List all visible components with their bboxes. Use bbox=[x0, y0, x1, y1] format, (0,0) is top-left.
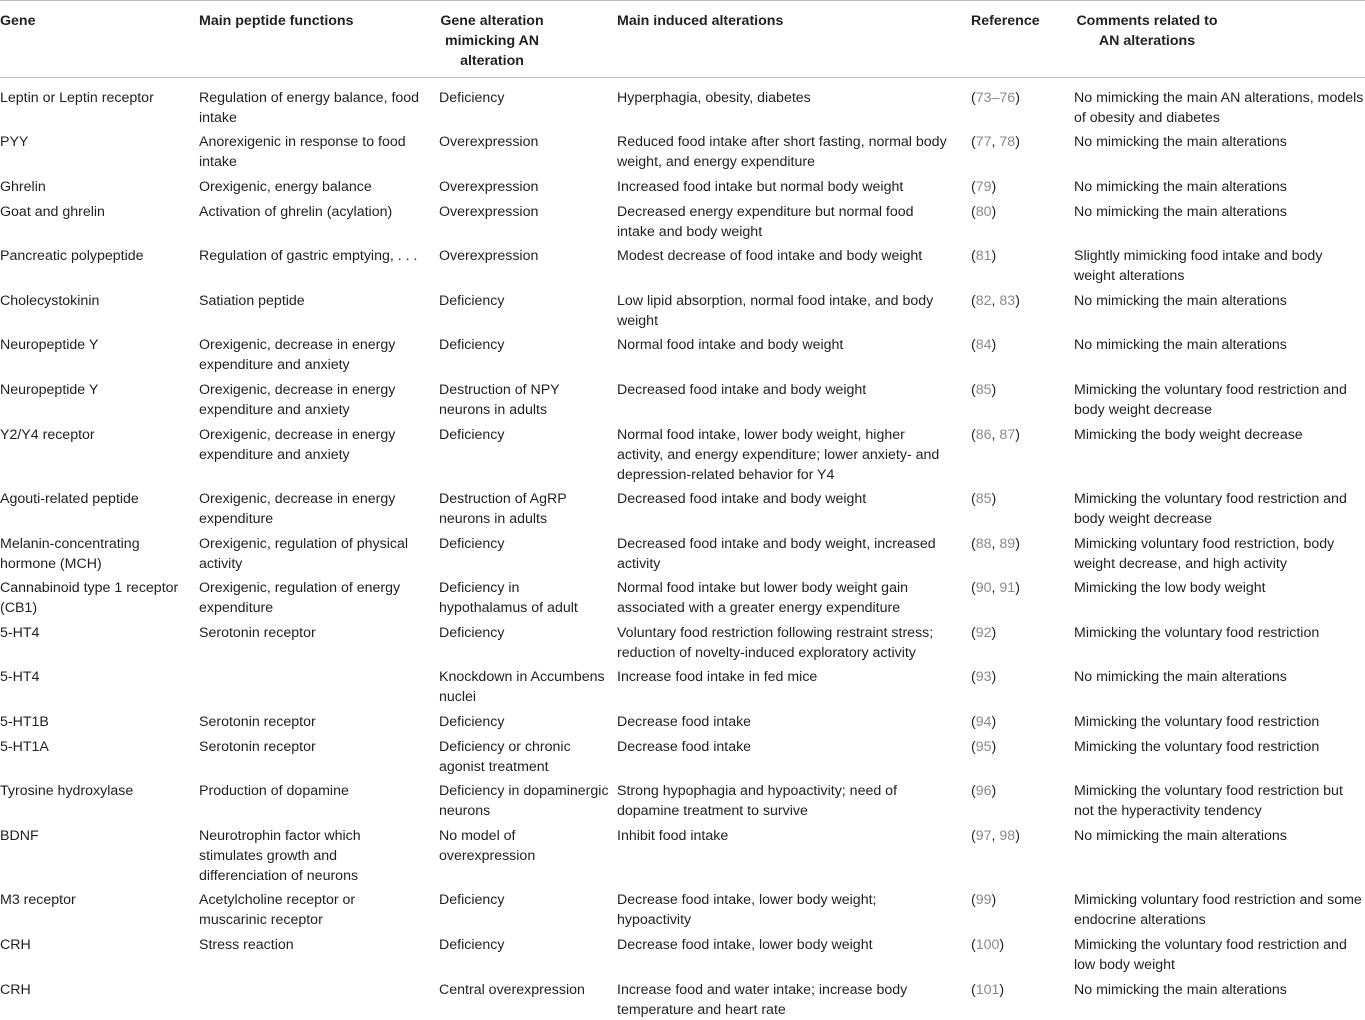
reference-link[interactable]: 77 bbox=[975, 134, 992, 150]
cell-comments: No mimicking the main alterations bbox=[1074, 337, 1287, 353]
reference-link[interactable]: 87 bbox=[999, 427, 1016, 443]
reference-link[interactable]: 96 bbox=[975, 783, 992, 799]
cell-gene: M3 receptor bbox=[0, 892, 76, 908]
cell-comments: Mimicking the voluntary food restriction and body weight decrease bbox=[1074, 491, 1347, 527]
cell-gene: Ghrelin bbox=[0, 179, 46, 195]
cell-induced: Increase food intake in fed mice bbox=[617, 669, 818, 685]
cell-comments: Mimicking the body weight decrease bbox=[1074, 427, 1303, 443]
cell-functions: Stress reaction bbox=[199, 937, 294, 953]
cell-induced: Decreased food intake and body weight, increased activity bbox=[617, 536, 936, 572]
header-gene: Gene bbox=[0, 13, 36, 29]
cell-comments: Mimicking the low body weight bbox=[1074, 580, 1266, 596]
cell-induced: Decrease food intake bbox=[617, 714, 752, 730]
reference-link[interactable]: 80 bbox=[975, 204, 992, 220]
cell-gene: Neuropeptide Y bbox=[0, 337, 99, 353]
cell-reference: (86, 87) bbox=[971, 427, 1020, 443]
cell-gene: Neuropeptide Y bbox=[0, 382, 99, 398]
reference-link[interactable]: 98 bbox=[999, 828, 1016, 844]
cell-reference: (92) bbox=[971, 625, 997, 641]
reference-link[interactable]: 94 bbox=[975, 714, 992, 730]
cell-alteration: Deficiency bbox=[439, 337, 505, 353]
cell-gene: Pancreatic polypeptide bbox=[0, 248, 144, 264]
reference-link[interactable]: 73–76 bbox=[975, 90, 1016, 106]
reference-link[interactable]: 101 bbox=[975, 982, 1000, 998]
reference-link[interactable]: 95 bbox=[975, 739, 992, 755]
cell-reference: (94) bbox=[971, 714, 997, 730]
header-gene-alteration: Gene alteration mimicking AN alteration bbox=[440, 13, 544, 69]
cell-induced: Normal food intake, lower body weight, higher activity, and energy expenditure; lower anxiety- and depression-related behavior for Y4 bbox=[617, 427, 940, 483]
cell-gene: 5-HT1A bbox=[0, 739, 49, 755]
cell-induced: Voluntary food restriction following restraint stress; reduction of novelty-induced exploratory activity bbox=[617, 625, 934, 661]
cell-functions: Orexigenic, decrease in energy expenditure bbox=[199, 491, 396, 527]
cell-reference: (101) bbox=[971, 982, 1005, 998]
cell-functions: Orexigenic, decrease in energy expenditure and anxiety bbox=[199, 427, 396, 463]
reference-link[interactable]: 89 bbox=[999, 536, 1016, 552]
cell-functions: Orexigenic, energy balance bbox=[199, 179, 372, 195]
cell-comments: Slightly mimicking food intake and body weight alterations bbox=[1074, 248, 1323, 284]
cell-reference: (90, 91) bbox=[971, 580, 1020, 596]
cell-alteration: Deficiency bbox=[439, 427, 505, 443]
cell-reference: (84) bbox=[971, 337, 997, 353]
cell-functions: Orexigenic, regulation of physical activity bbox=[199, 536, 408, 572]
cell-reference: (85) bbox=[971, 382, 997, 398]
cell-reference: (80) bbox=[971, 204, 997, 220]
reference-link[interactable]: 78 bbox=[999, 134, 1016, 150]
cell-induced: Increased food intake but normal body weight bbox=[617, 179, 904, 195]
cell-alteration: Central overexpression bbox=[439, 982, 585, 998]
cell-gene: Cannabinoid type 1 receptor (CB1) bbox=[0, 580, 179, 616]
cell-gene: Tyrosine hydroxylase bbox=[0, 783, 134, 799]
cell-gene: Agouti-related peptide bbox=[0, 491, 139, 507]
reference-link[interactable]: 88 bbox=[975, 536, 992, 552]
cell-reference: (82, 83) bbox=[971, 293, 1020, 309]
cell-induced: Decreased food intake and body weight bbox=[617, 491, 867, 507]
cell-reference: (79) bbox=[971, 179, 997, 195]
cell-alteration: Deficiency bbox=[439, 714, 505, 730]
cell-induced: Modest decrease of food intake and body weight bbox=[617, 248, 923, 264]
cell-alteration: Overexpression bbox=[439, 248, 539, 264]
cell-reference: (97, 98) bbox=[971, 828, 1020, 844]
reference-link[interactable]: 85 bbox=[975, 491, 992, 507]
cell-gene: PYY bbox=[0, 134, 29, 150]
cell-comments: No mimicking the main alterations bbox=[1074, 204, 1287, 220]
cell-alteration: Deficiency bbox=[439, 625, 505, 641]
cell-induced: Normal food intake and body weight bbox=[617, 337, 844, 353]
cell-alteration: Overexpression bbox=[439, 134, 539, 150]
cell-reference: (93) bbox=[971, 669, 997, 685]
reference-link[interactable]: 83 bbox=[999, 293, 1016, 309]
cell-functions: Serotonin receptor bbox=[199, 625, 316, 641]
cell-functions: Regulation of energy balance, food intake bbox=[199, 90, 420, 126]
cell-alteration: Deficiency bbox=[439, 536, 505, 552]
reference-link[interactable]: 93 bbox=[975, 669, 992, 685]
cell-comments: Mimicking the voluntary food restriction bbox=[1074, 739, 1320, 755]
cell-gene: CRH bbox=[0, 937, 31, 953]
cell-functions: Neurotrophin factor which stimulates growth and differenciation of neurons bbox=[199, 828, 361, 884]
cell-alteration: Deficiency bbox=[439, 90, 505, 106]
cell-alteration: Overexpression bbox=[439, 204, 539, 220]
cell-alteration: Deficiency bbox=[439, 892, 505, 908]
cell-alteration: Deficiency bbox=[439, 293, 505, 309]
cell-functions: Serotonin receptor bbox=[199, 739, 316, 755]
cell-comments: No mimicking the main alterations bbox=[1074, 179, 1287, 195]
reference-link[interactable]: 97 bbox=[975, 828, 992, 844]
cell-functions: Activation of ghrelin (acylation) bbox=[199, 204, 393, 220]
cell-gene: Melanin-concentrating hormone (MCH) bbox=[0, 536, 140, 572]
reference-link[interactable]: 82 bbox=[975, 293, 992, 309]
reference-link[interactable]: 100 bbox=[975, 937, 1000, 953]
cell-gene: BDNF bbox=[0, 828, 39, 844]
cell-comments: Mimicking voluntary food restriction, body weight decrease, and high activity bbox=[1074, 536, 1335, 572]
cell-functions: Regulation of gastric emptying, . . . bbox=[199, 248, 418, 264]
reference-link[interactable]: 90 bbox=[975, 580, 992, 596]
cell-alteration: Overexpression bbox=[439, 179, 539, 195]
cell-reference: (73–76) bbox=[971, 90, 1020, 106]
reference-link[interactable]: 85 bbox=[975, 382, 992, 398]
reference-link[interactable]: 86 bbox=[975, 427, 992, 443]
cell-gene: Goat and ghrelin bbox=[0, 204, 105, 220]
header-comments: Comments related to AN alterations bbox=[1076, 13, 1218, 49]
cell-reference: (96) bbox=[971, 783, 997, 799]
reference-link[interactable]: 79 bbox=[975, 179, 992, 195]
cell-functions: Production of dopamine bbox=[199, 783, 349, 799]
cell-alteration: Knockdown in Accumbens nuclei bbox=[439, 669, 605, 705]
cell-gene: 5-HT1B bbox=[0, 714, 49, 730]
cell-comments: No mimicking the main alterations bbox=[1074, 828, 1287, 844]
cell-functions: Acetylcholine receptor or muscarinic receptor bbox=[199, 892, 356, 928]
cell-gene: 5-HT4 bbox=[0, 669, 40, 685]
header-reference: Reference bbox=[971, 13, 1040, 29]
cell-alteration: Destruction of AgRP neurons in adults bbox=[439, 491, 567, 527]
cell-gene: CRH bbox=[0, 982, 31, 998]
cell-comments: No mimicking the main alterations bbox=[1074, 982, 1287, 998]
cell-functions: Orexigenic, decrease in energy expenditure and anxiety bbox=[199, 337, 396, 373]
header-peptide-functions: Main peptide functions bbox=[199, 13, 354, 29]
cell-comments: No mimicking the main AN alterations, models of obesity and diabetes bbox=[1074, 90, 1364, 126]
cell-reference: (77, 78) bbox=[971, 134, 1020, 150]
cell-comments: Mimicking the voluntary food restriction bbox=[1074, 625, 1320, 641]
cell-comments: Mimicking the voluntary food restriction bbox=[1074, 714, 1320, 730]
cell-functions: Orexigenic, regulation of energy expenditure bbox=[199, 580, 401, 616]
cell-induced: Decrease food intake, lower body weight bbox=[617, 937, 873, 953]
reference-link[interactable]: 91 bbox=[999, 580, 1016, 596]
cell-comments: Mimicking the voluntary food restriction and body weight decrease bbox=[1074, 382, 1347, 418]
cell-alteration: No model of overexpression bbox=[439, 828, 536, 864]
cell-comments: No mimicking the main alterations bbox=[1074, 293, 1287, 309]
cell-gene: Y2/Y4 receptor bbox=[0, 427, 95, 443]
cell-induced: Hyperphagia, obesity, diabetes bbox=[617, 90, 811, 106]
cell-reference: (88, 89) bbox=[971, 536, 1020, 552]
cell-alteration: Deficiency in dopaminergic neurons bbox=[439, 783, 609, 819]
cell-alteration: Deficiency bbox=[439, 937, 505, 953]
cell-functions: Satiation peptide bbox=[199, 293, 305, 309]
cell-reference: (81) bbox=[971, 248, 997, 264]
cell-comments: No mimicking the main alterations bbox=[1074, 134, 1287, 150]
reference-link[interactable]: 99 bbox=[975, 892, 992, 908]
cell-induced: Inhibit food intake bbox=[617, 828, 729, 844]
cell-comments: Mimicking the voluntary food restriction and low body weight bbox=[1074, 937, 1347, 973]
cell-induced: Increase food and water intake; increase body temperature and heart rate bbox=[617, 982, 908, 1018]
cell-induced: Decrease food intake, lower body weight; hypoactivity bbox=[617, 892, 877, 928]
reference-link[interactable]: 92 bbox=[975, 625, 992, 641]
reference-link[interactable]: 81 bbox=[975, 248, 992, 264]
cell-gene: Leptin or Leptin receptor bbox=[0, 90, 154, 106]
reference-link[interactable]: 84 bbox=[975, 337, 992, 353]
table-header bbox=[0, 0, 1365, 78]
cell-alteration: Destruction of NPY neurons in adults bbox=[439, 382, 560, 418]
cell-functions: Anorexigenic in response to food intake bbox=[199, 134, 406, 170]
cell-induced: Reduced food intake after short fasting, normal body weight, and energy expenditure bbox=[617, 134, 947, 170]
cell-comments: Mimicking voluntary food restriction and some endocrine alterations bbox=[1074, 892, 1362, 928]
cell-comments: Mimicking the voluntary food restriction but not the hyperactivity tendency bbox=[1074, 783, 1343, 819]
cell-gene: 5-HT4 bbox=[0, 625, 40, 641]
cell-reference: (95) bbox=[971, 739, 997, 755]
cell-comments: No mimicking the main alterations bbox=[1074, 669, 1287, 685]
header-induced-alterations: Main induced alterations bbox=[617, 13, 784, 29]
cell-induced: Strong hypophagia and hypoactivity; need of dopamine treatment to survive bbox=[617, 783, 898, 819]
cell-gene: Cholecystokinin bbox=[0, 293, 100, 309]
cell-reference: (99) bbox=[971, 892, 997, 908]
cell-induced: Low lipid absorption, normal food intake, and body weight bbox=[617, 293, 934, 329]
cell-functions: Orexigenic, decrease in energy expenditure and anxiety bbox=[199, 382, 396, 418]
cell-reference: (100) bbox=[971, 937, 1005, 953]
cell-induced: Decrease food intake bbox=[617, 739, 752, 755]
cell-alteration: Deficiency or chronic agonist treatment bbox=[439, 739, 571, 775]
cell-reference: (85) bbox=[971, 491, 997, 507]
cell-induced: Decreased food intake and body weight bbox=[617, 382, 867, 398]
cell-alteration: Deficiency in hypothalamus of adult bbox=[439, 580, 578, 616]
cell-induced: Decreased energy expenditure but normal food intake and body weight bbox=[617, 204, 914, 240]
cell-induced: Normal food intake but lower body weight gain associated with a greater energy expenditure bbox=[617, 580, 909, 616]
cell-functions: Serotonin receptor bbox=[199, 714, 316, 730]
